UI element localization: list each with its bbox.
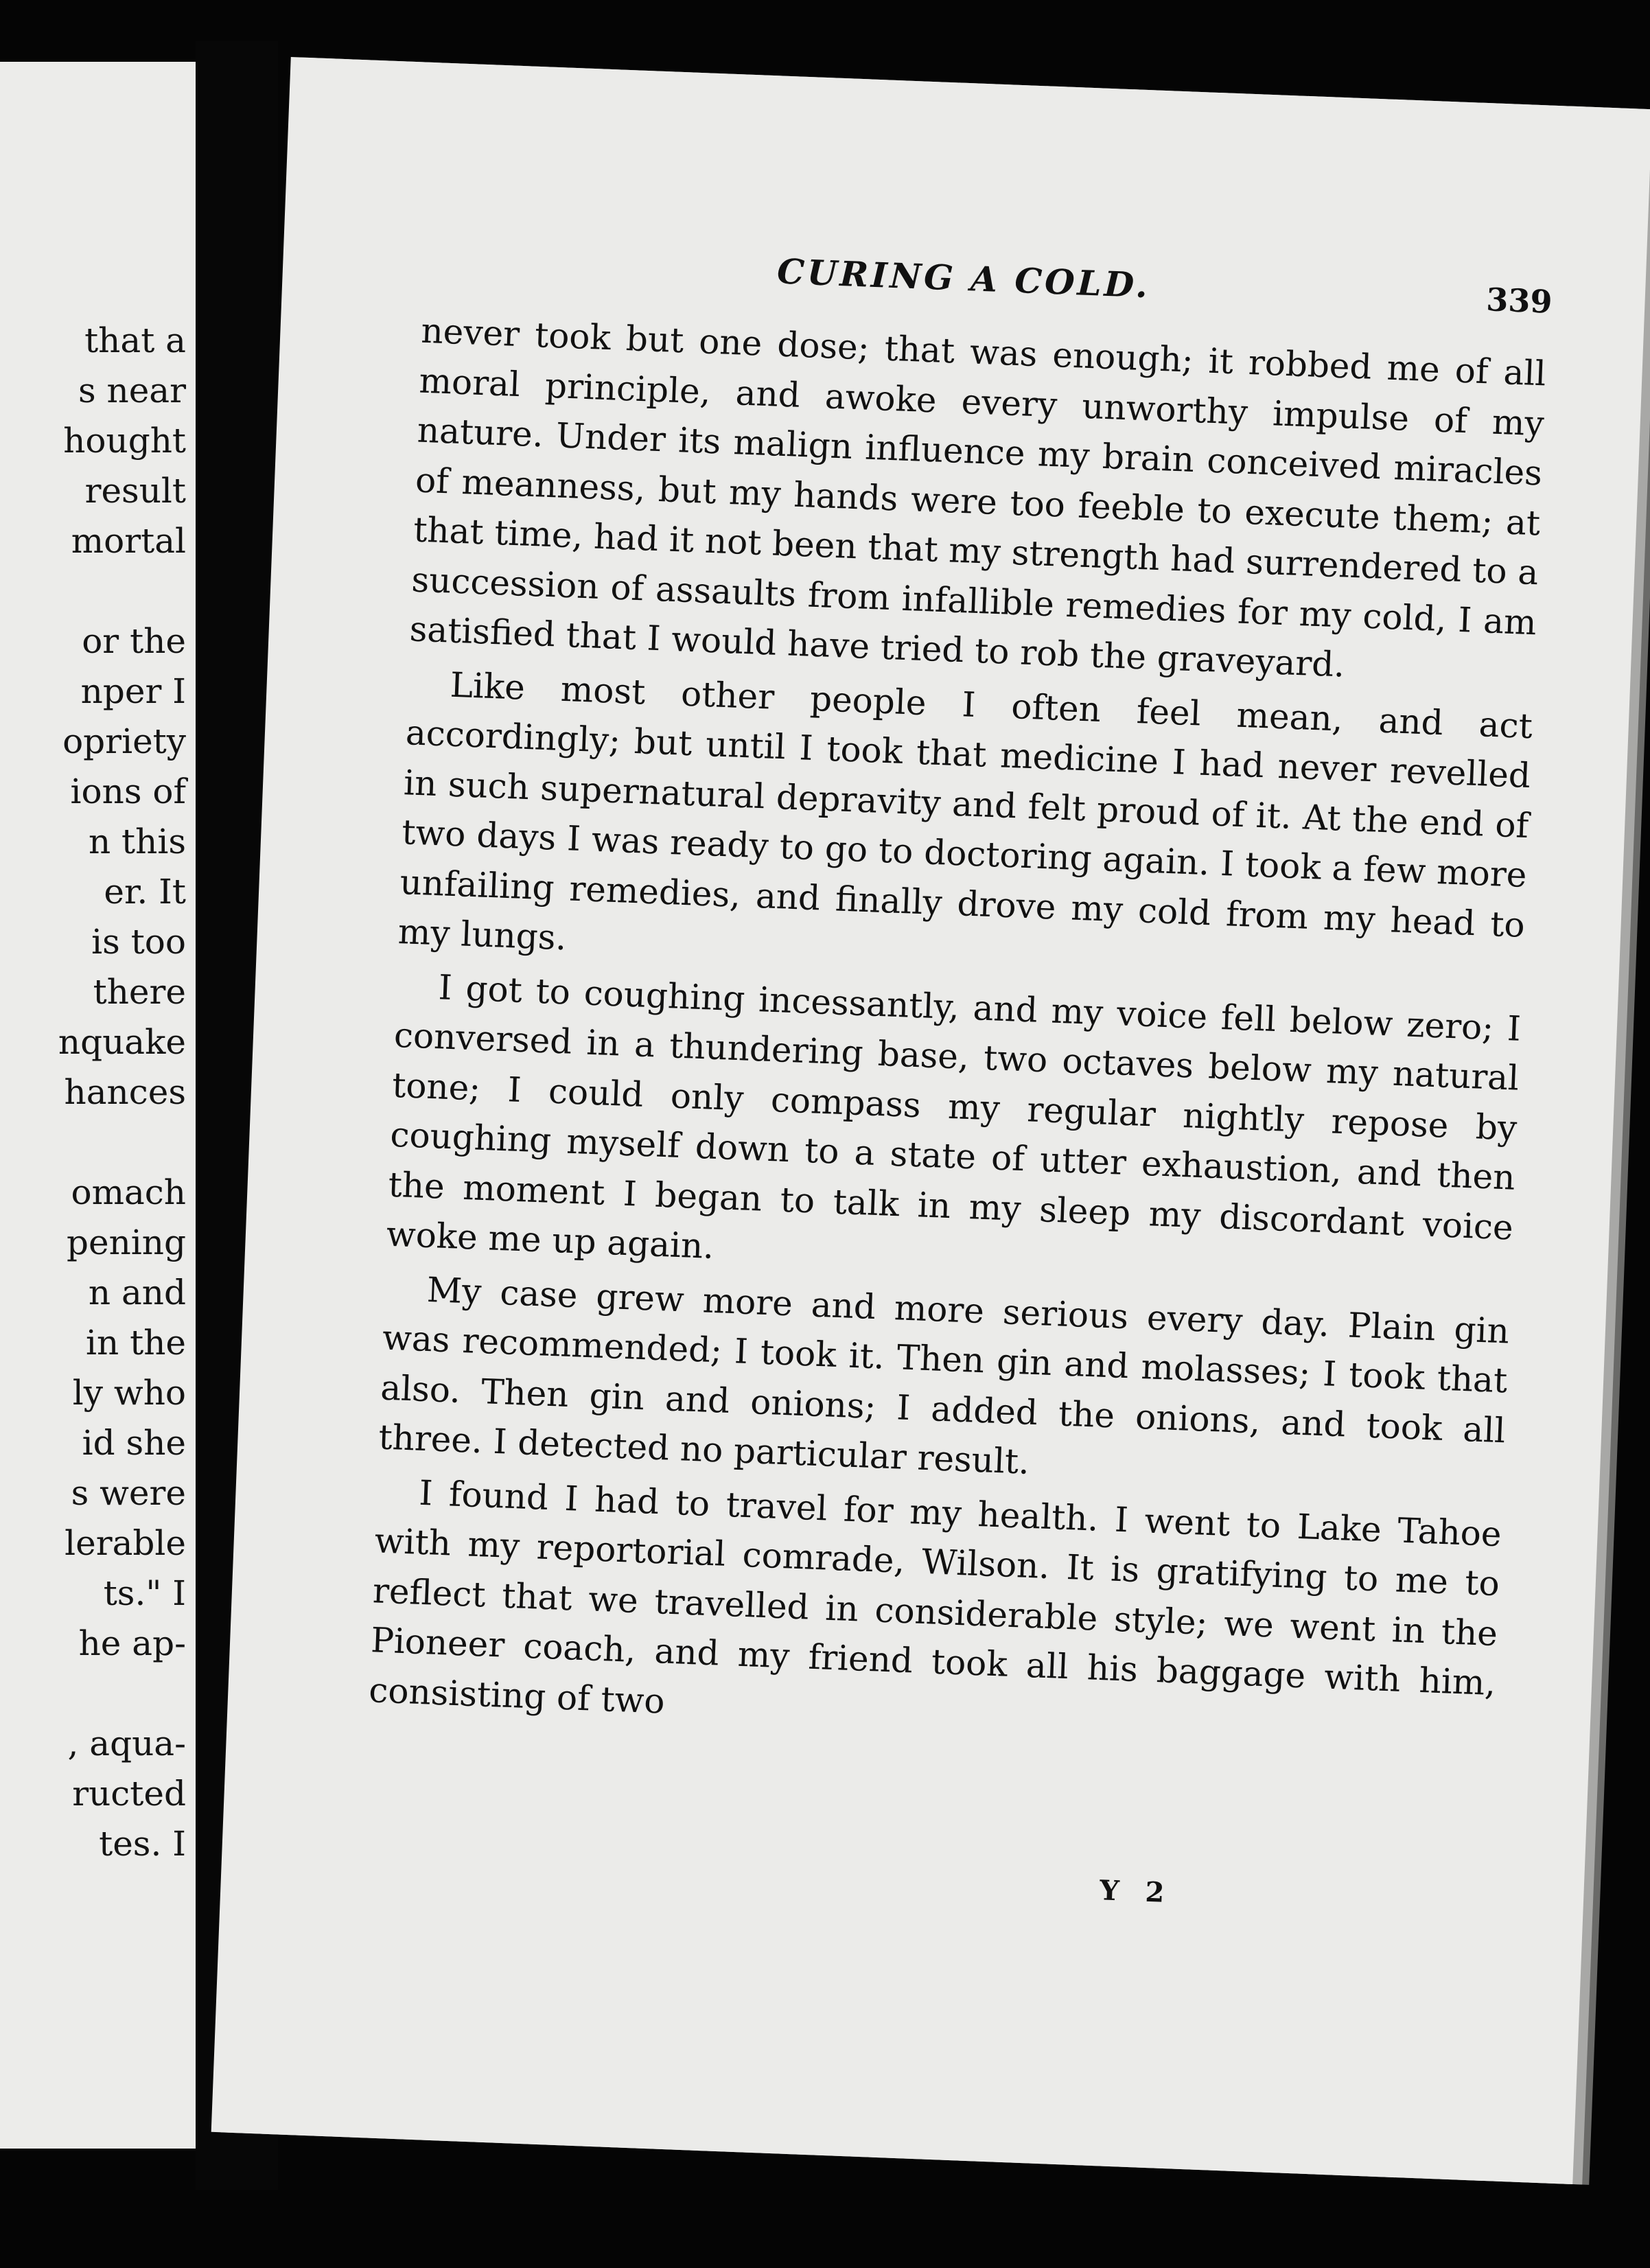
right-page [211, 57, 1650, 2184]
signature-mark: Y 2 [1099, 1874, 1174, 1910]
left-line-fragment: ts." I [103, 1573, 186, 1613]
left-line-fragment: result [84, 471, 186, 511]
paragraph-2: Like most other people I often feel mean, and act accordingly; but until I took that medicine I had never revelled in such supernatural depravity and felt proud of it. At the end of two days I was ready to go to doctoring again. I took a few more unfailing remedies, and finally drove my cold from my head to my lungs. [397, 664, 1533, 958]
body-text [368, 306, 1547, 1762]
left-facing-page [0, 62, 196, 2149]
left-line-fragment: nquake [58, 1022, 186, 1062]
left-line-fragment: ructed [72, 1774, 186, 1814]
left-line-fragment: er. It [104, 872, 186, 912]
paragraph-1: never took but one dose; that was enough; it robbed me of all moral principle, and awoke every unworthy impulse of my nature. Under its malign influence my brain conceived miracles of meanness, but my hands were too feeble to execute them; at that time, had it not been that my strength had surrendered to a succession of assaults from infallible remedies for my cold, I am satisfied that I would have tried to rob the graveyard. [408, 310, 1547, 685]
left-line-fragment [58, 566, 186, 616]
running-title: CURING A COLD. [776, 251, 1151, 306]
left-line-fragment: hought [63, 421, 186, 461]
left-line-fragment: or the [82, 621, 186, 661]
left-line-fragment: , aqua- [67, 1724, 186, 1763]
left-line-fragment [58, 1669, 186, 1719]
left-line-fragment: mortal [71, 521, 186, 561]
left-line-fragment: nper I [80, 671, 186, 711]
paragraph-3: I got to coughing incessantly, and my voice fell below zero; I conversed in a thundering base, two octaves below my natural tone; I could only compass my regular nightly repose by coughing myself down to a state of utter exhaustion, and then the moment I began to talk in my sleep my discordant voice woke me up again. [385, 967, 1522, 1266]
left-line-fragment: that a [84, 321, 186, 360]
left-line-fragment: ly who [72, 1373, 186, 1413]
left-line-fragment: n this [88, 822, 186, 861]
left-line-fragment: tes. I [99, 1824, 186, 1864]
left-line-fragment: ions of [70, 772, 186, 811]
left-line-fragment: pening [67, 1223, 186, 1262]
left-line-fragment: opriety [62, 721, 186, 761]
page-number: 339 [1485, 281, 1553, 321]
left-line-fragment: hances [64, 1072, 186, 1112]
left-line-fragment: s were [71, 1473, 186, 1513]
left-page-line-fragments [58, 316, 186, 1869]
left-line-fragment: is too [91, 922, 186, 962]
left-line-fragment: s near [78, 371, 186, 410]
left-line-fragment: n and [88, 1273, 186, 1312]
left-line-fragment: omach [71, 1172, 186, 1212]
left-line-fragment: id she [82, 1423, 186, 1463]
left-line-fragment: there [93, 972, 186, 1012]
left-line-fragment: in the [86, 1323, 186, 1363]
paragraph-4: My case grew more and more serious every day. Plain gin was recommended; I took it. Then gin and molasses; I took that also. Then gin and onions; I added the onions, and took all three. I detected no particular result. [377, 1269, 1510, 1482]
paragraph-5: I found I had to travel for my health. I went to Lake Tahoe with my reportorial comrade, Wilson. It is gratifying to me to reflect that we travelled in considerable style; we went in the Pioneer coach, and my friend took all his baggage with him, consisting of two [368, 1472, 1502, 1722]
left-line-fragment [58, 1118, 186, 1168]
left-line-fragment: he ap- [78, 1623, 186, 1663]
left-line-fragment: lerable [65, 1523, 186, 1563]
